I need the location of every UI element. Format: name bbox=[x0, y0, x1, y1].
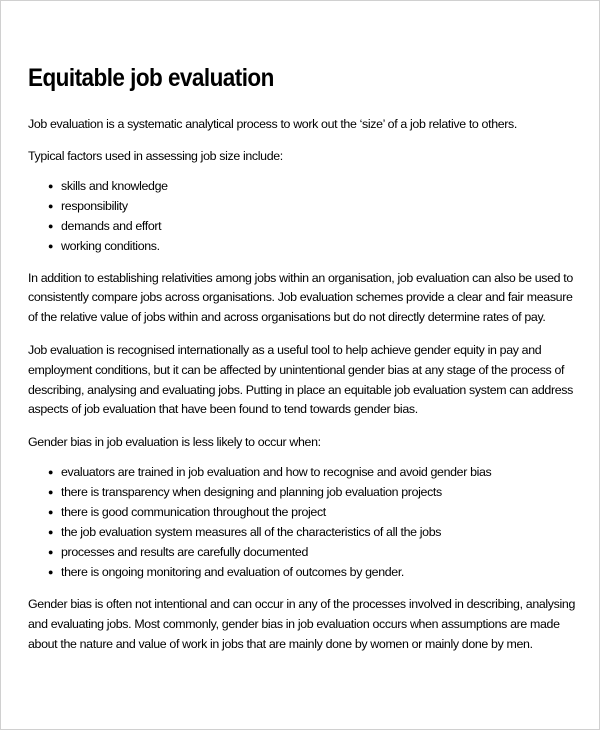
list-item bbox=[48, 502, 584, 522]
list-item bbox=[48, 196, 584, 216]
bullet-icon: ● bbox=[48, 526, 54, 537]
list-item bbox=[48, 482, 584, 502]
bullet-icon: ● bbox=[48, 220, 54, 231]
bullet-icon: ● bbox=[48, 546, 54, 557]
bullet-icon: ● bbox=[48, 180, 54, 191]
closing-paragraph: Gender bias is often not intentional and can occur in any of the processes involved in describing, analysing and evaluating jobs. Most commonly, gender bias in job evaluation occurs when assumptions are made about the nature and value of work in jobs that are mainly done by women or mainly done by men. bbox=[28, 596, 575, 651]
list-item-text: there is transparency when designing and planning job evaluation projects bbox=[61, 484, 442, 499]
list-item bbox=[48, 236, 584, 256]
list-item-text: the job evaluation system measures all of the characteristics of all the jobs bbox=[61, 524, 442, 539]
list-item bbox=[48, 176, 584, 196]
list-item-text: evaluators are trained in job evaluation and how to recognise and avoid gender bias bbox=[61, 464, 492, 479]
bullet-icon: ● bbox=[48, 240, 54, 251]
relativities-paragraph: In addition to establishing relativities among jobs within an organisation, job evaluation can also be used to consistently compare jobs across organisations. Job evaluation schemes provide a clear and fair measure of the relative value of jobs within and across organisations but do not directly determine rates of pay. bbox=[28, 270, 573, 325]
recognised-paragraph: Job evaluation is recognised internationally as a useful tool to help achieve gender equity in pay and employment conditions, but it can be affected by unintentional gender bias at any stage of the process of describing, analysing and evaluating jobs. Putting in place an equitable job evaluation system can address aspects of job evaluation that have been found to tend towards gender bias. bbox=[28, 342, 573, 417]
bias-conditions-list bbox=[28, 462, 584, 582]
factors-list bbox=[28, 176, 584, 256]
list-item-text: there is ongoing monitoring and evaluation of outcomes by gender. bbox=[61, 564, 405, 579]
list-item-text: skills and knowledge bbox=[61, 178, 168, 193]
list-item-text: demands and effort bbox=[61, 218, 162, 233]
bullet-icon: ● bbox=[48, 486, 54, 497]
list-item bbox=[48, 462, 584, 482]
intro-paragraph: Job evaluation is a systematic analytical process to work out the ‘size’ of a job relative to others. bbox=[28, 117, 517, 131]
bullet-icon: ● bbox=[48, 200, 54, 211]
bullet-icon: ● bbox=[48, 566, 54, 577]
factors-intro-paragraph: Typical factors used in assessing job size include: bbox=[28, 148, 283, 163]
list-item bbox=[48, 542, 584, 562]
document-content bbox=[28, 63, 584, 667]
bias-intro-paragraph: Gender bias in job evaluation is less likely to occur when: bbox=[28, 435, 321, 450]
list-item-text: there is good communication throughout the project bbox=[61, 504, 326, 519]
list-item bbox=[48, 522, 584, 542]
list-item-text: working conditions. bbox=[61, 238, 160, 253]
bullet-icon: ● bbox=[48, 466, 54, 477]
list-item bbox=[48, 216, 584, 236]
list-item-text: processes and results are carefully documented bbox=[61, 544, 308, 559]
bullet-icon: ● bbox=[48, 506, 54, 517]
list-item-text: responsibility bbox=[61, 198, 128, 213]
page-title: Equitable job evaluation bbox=[28, 64, 274, 92]
list-item bbox=[48, 562, 584, 582]
